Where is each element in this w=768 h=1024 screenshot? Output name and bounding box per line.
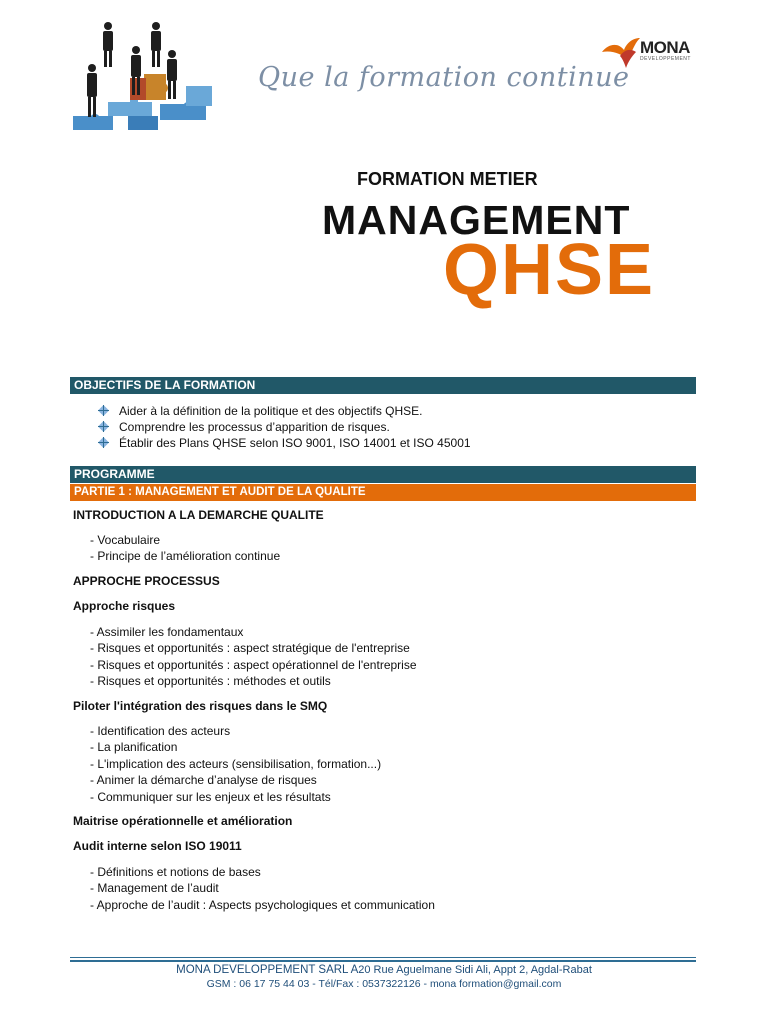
logo-name: MONA [640,38,690,57]
list-item: - Vocabulaire [90,532,280,548]
objective-text: Aider à la définition de la politique et des objectifs QHSE. [119,404,423,418]
footer-contact: GSM : 06 17 75 44 03 - Tél/Fax : 0537322126 - mona formation@gmail.com [206,978,562,990]
footer-company: MONA DEVELOPPEMENT SARL A [176,964,359,976]
objectives-heading: OBJECTIFS DE LA FORMATION [70,377,696,394]
list-item: - La planification [90,739,381,755]
pilot-heading: Piloter l'intégration des risques dans le SMQ [73,699,328,713]
diamond-bullet-icon [98,437,109,448]
part1-heading: PARTIE 1 : MANAGEMENT ET AUDIT DE LA QUALITE [70,484,696,501]
list-item: - Identification des acteurs [90,723,381,739]
intro-list [90,532,280,565]
process-heading: APPROCHE PROCESSUS [73,574,220,588]
list-item: - Assimiler les fondamentaux [90,624,417,640]
doc-title-accent: QHSE [443,230,656,310]
logo-subtitle: DEVELOPPEMENT [640,56,691,62]
list-item: - Communiquer sur les enjeux et les résultats [90,789,381,805]
audit-list [90,864,435,913]
diamond-bullet-icon [98,421,109,432]
diamond-bullet-icon [98,405,109,416]
objective-text: Établir des Plans QHSE selon ISO 9001, ISO 14001 et ISO 45001 [119,436,471,450]
list-item: - L'implication des acteurs (sensibilisation, formation...) [90,756,381,772]
risks-heading: Approche risques [73,599,176,613]
footer-divider [70,957,696,958]
list-item: - Risques et opportunités : aspect opérationnel de l'entreprise [90,657,417,673]
list-item: - Management de l’audit [90,880,435,896]
footer-address-line [0,964,768,976]
audit-heading: Audit interne selon ISO 19011 [73,839,242,853]
list-item: - Principe de l’amélioration continue [90,548,280,564]
list-item: - Approche de l’audit : Aspects psychologiques et communication [90,897,435,913]
mastery-heading: Maitrise opérationnelle et amélioration [73,814,293,828]
footer-divider [70,960,696,962]
list-item: - Risques et opportunités : méthodes et outils [90,673,417,689]
list-item [98,419,471,435]
people-puzzle-illustration [68,16,230,132]
doc-subtitle: FORMATION METIER [357,169,538,189]
intro-heading: INTRODUCTION A LA DEMARCHE QUALITE [73,508,324,522]
footer-address: 20 Rue Aguelmane Sidi Ali, Appt 2, Agdal-Rabat [358,964,592,976]
list-item: - Animer la démarche d’analyse de risques [90,772,381,788]
tagline: Que la formation continue [258,62,630,93]
programme-heading: PROGRAMME [70,466,696,483]
objectives-list [98,403,471,451]
list-item [98,435,471,451]
list-item [98,403,471,419]
objective-text: Comprendre les processus d’apparition de risques. [119,420,390,434]
pilot-list [90,723,381,805]
doc-title: MANAGEMENT [322,197,631,243]
list-item: - Risques et opportunités : aspect stratégique de l'entreprise [90,640,417,656]
list-item: - Définitions et notions de bases [90,864,435,880]
risks-list [90,624,417,690]
